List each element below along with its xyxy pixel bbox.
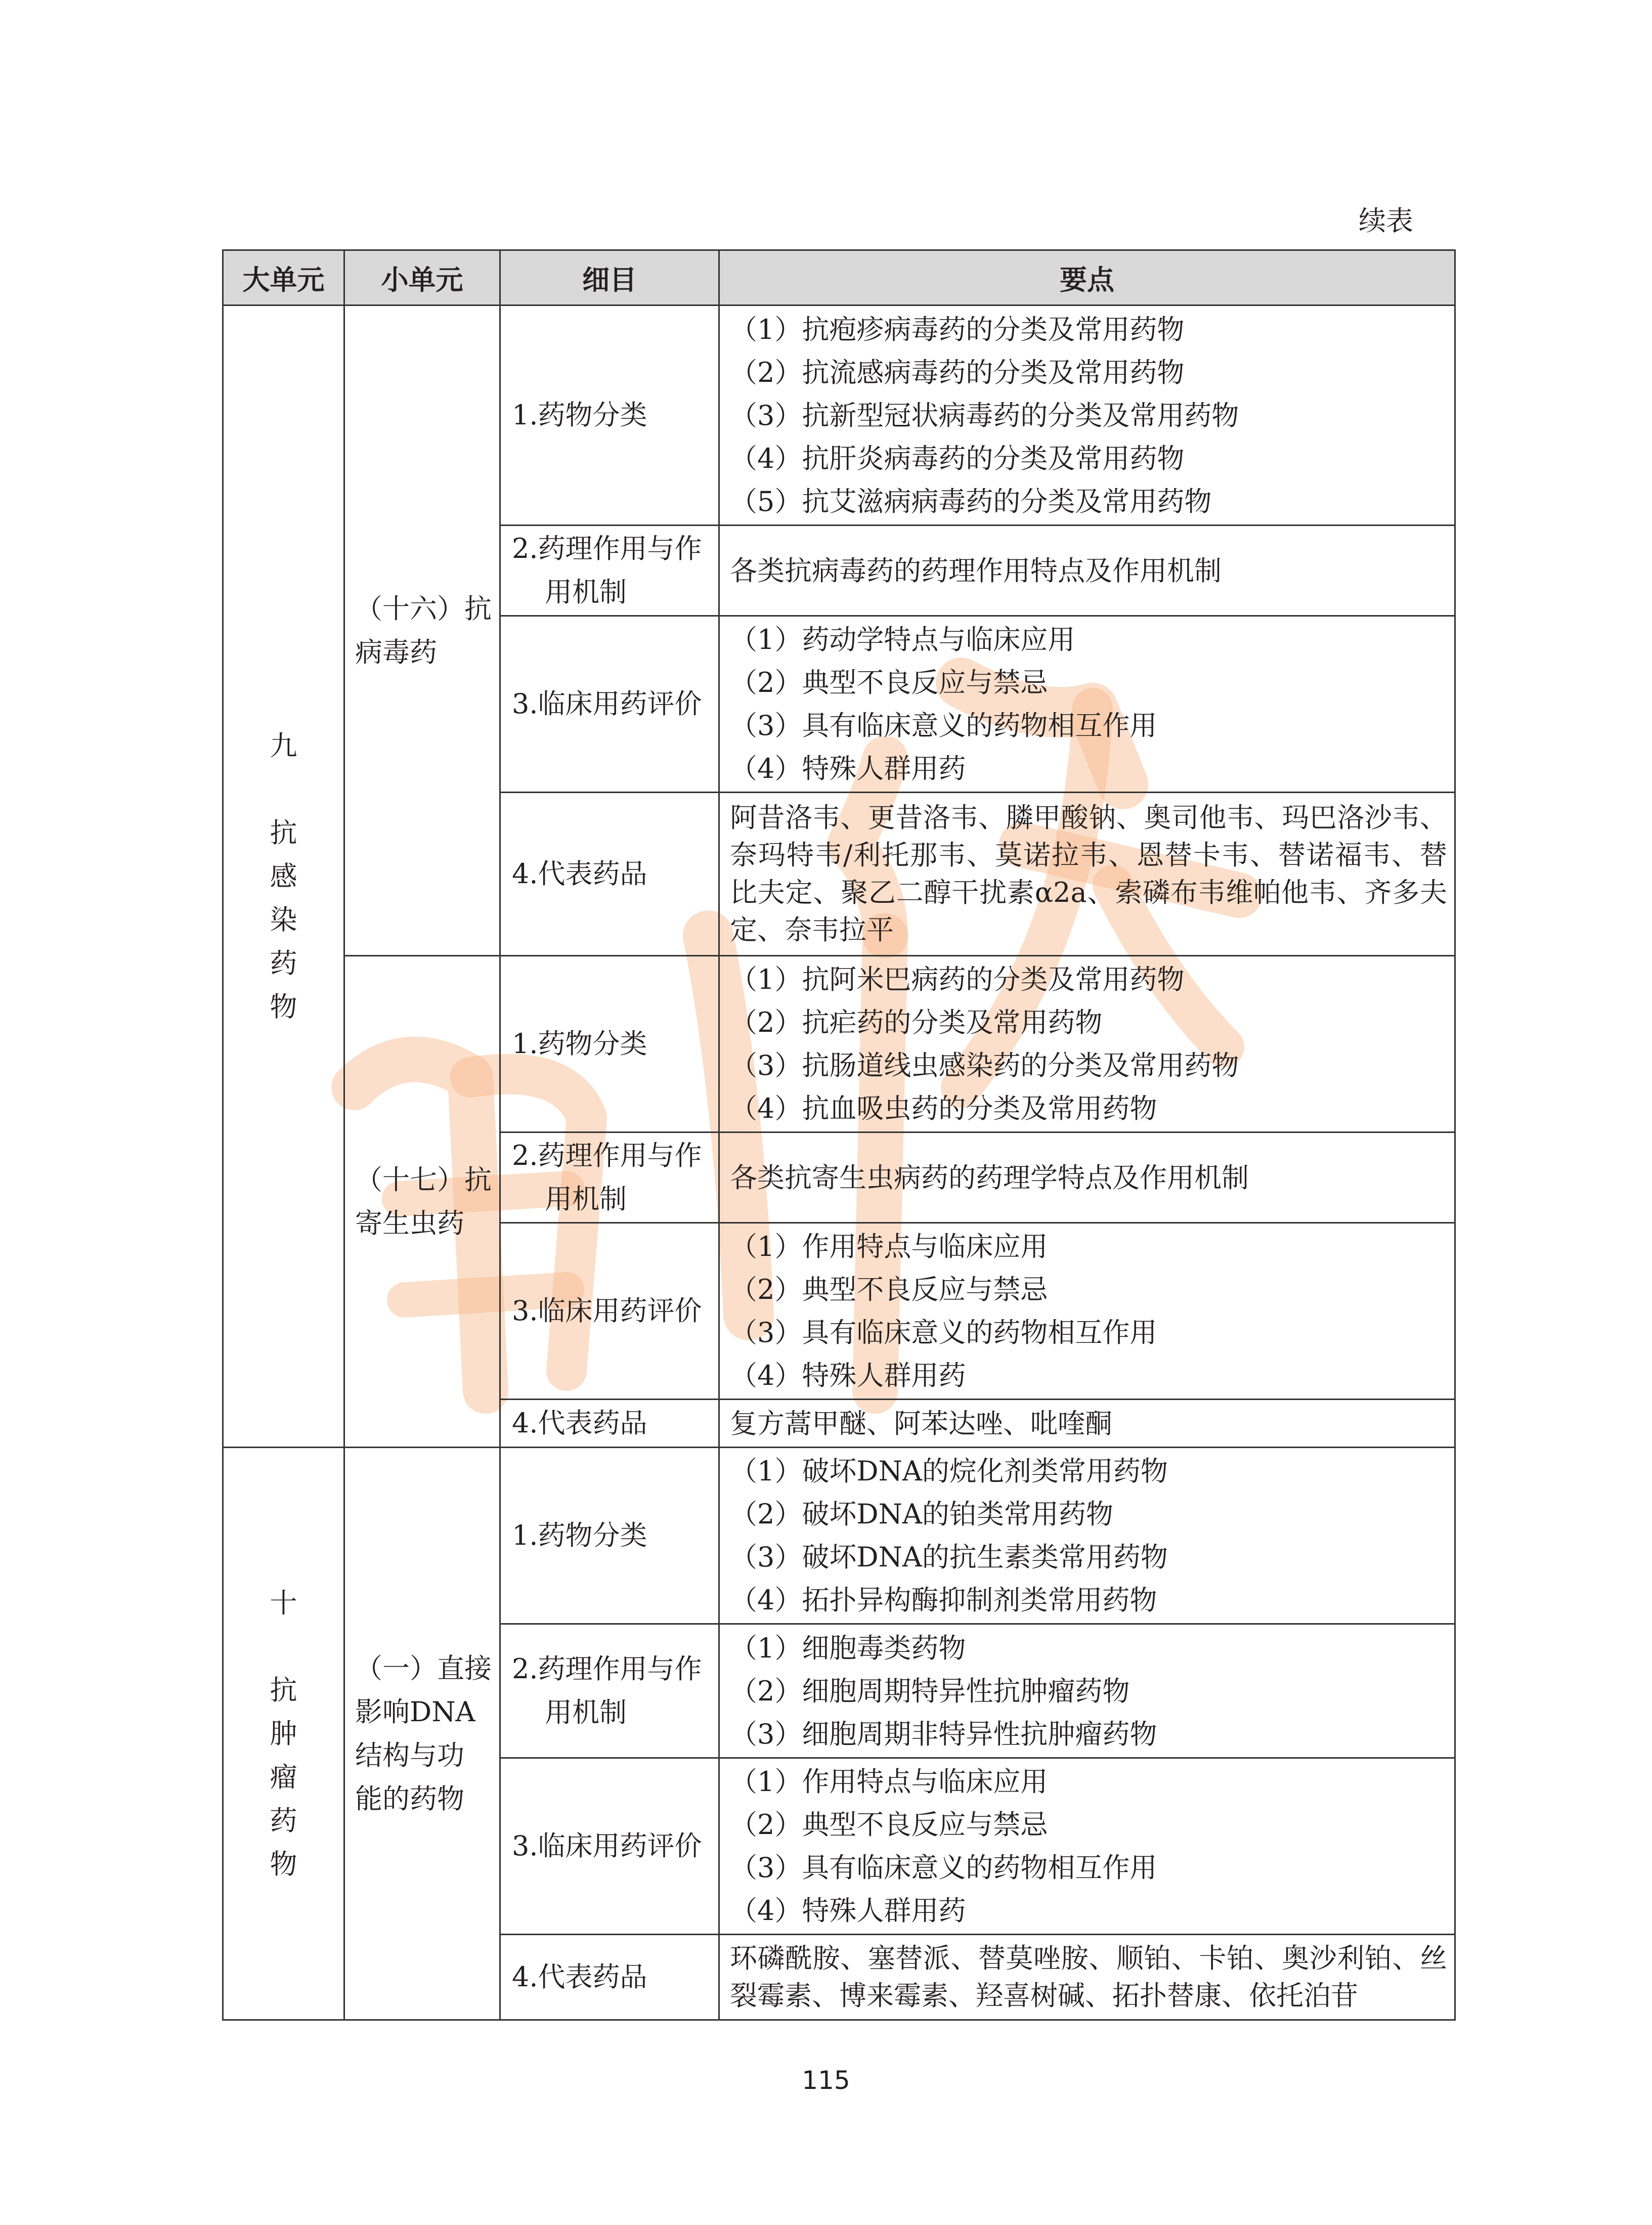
major-unit-antitumor: 十 抗 肿 瘤 药 物	[223, 1448, 344, 2020]
minor-unit-antiparasitic: （十七）抗 寄生虫药	[344, 956, 500, 1448]
points-cell: （1）作用特点与临床应用 （2）典型不良反应与禁忌 （3）具有临床意义的药物相互作用 （4）特殊人群用药	[719, 1758, 1455, 1935]
syllabus-table	[222, 249, 1456, 2021]
points-cell: 各类抗寄生虫病药的药理学特点及作用机制	[719, 1132, 1455, 1223]
points-cell: 阿昔洛韦、更昔洛韦、膦甲酸钠、奥司他韦、玛巴洛沙韦、奈玛特韦/利托那韦、莫诺拉韦、恩替卡韦、替诺福韦、替比夫定、聚乙二醇干扰素α2a、索磷布韦维帕他韦、齐多夫定、奈韦拉平	[719, 793, 1455, 956]
header-minor-unit: 小单元	[344, 250, 500, 306]
points-cell: 各类抗病毒药的药理作用特点及作用机制	[719, 526, 1455, 616]
points-cell: 环磷酰胺、塞替派、替莫唑胺、顺铂、卡铂、奥沙利铂、丝裂霉素、博来霉素、羟喜树碱、拓扑替康、依托泊苷	[719, 1935, 1455, 2020]
minor-unit-dna-drugs: （一）直接 影响DNA 结构与功 能的药物	[344, 1448, 500, 2020]
item-cell: 3.临床用药评价	[500, 616, 719, 793]
points-cell: （1）药动学特点与临床应用 （2）典型不良反应与禁忌 （3）具有临床意义的药物相互作用 （4）特殊人群用药	[719, 616, 1455, 793]
header-key-points: 要点	[719, 250, 1455, 306]
item-cell: 2.药理作用与作 用机制	[500, 1624, 719, 1758]
points-cell: 复方蒿甲醚、阿苯达唑、吡喹酮	[719, 1400, 1455, 1448]
header-major-unit: 大单元	[223, 250, 344, 306]
item-cell: 4.代表药品	[500, 1935, 719, 2020]
item-cell: 2.药理作用与作 用机制	[500, 1132, 719, 1223]
points-cell: （1）作用特点与临床应用 （2）典型不良反应与禁忌 （3）具有临床意义的药物相互作用 （4）特殊人群用药	[719, 1223, 1455, 1400]
item-cell: 4.代表药品	[500, 793, 719, 956]
item-cell: 3.临床用药评价	[500, 1223, 719, 1400]
item-cell: 1.药物分类	[500, 1448, 719, 1624]
table-row	[223, 1448, 1455, 1624]
major-unit-anti-infective: 九 抗 感 染 药 物	[223, 306, 344, 1448]
table-row	[223, 956, 1455, 1132]
points-cell: （1）抗阿米巴病药的分类及常用药物 （2）抗疟药的分类及常用药物 （3）抗肠道线虫感染药的分类及常用药物 （4）抗血吸虫药的分类及常用药物	[719, 956, 1455, 1132]
item-cell: 2.药理作用与作 用机制	[500, 526, 719, 616]
header-item: 细目	[500, 250, 719, 306]
points-cell: （1）破坏DNA的烷化剂类常用药物 （2）破坏DNA的铂类常用药物 （3）破坏DNA的抗生素类常用药物 （4）拓扑异构酶抑制剂类常用药物	[719, 1448, 1455, 1624]
page-number: 115	[802, 2066, 850, 2095]
table-row	[223, 306, 1455, 526]
points-cell: （1）抗疱疹病毒药的分类及常用药物 （2）抗流感病毒药的分类及常用药物 （3）抗新型冠状病毒药的分类及常用药物 （4）抗肝炎病毒药的分类及常用药物 （5）抗艾滋病病毒药的分类及常用药物	[719, 306, 1455, 526]
points-cell: （1）细胞毒类药物 （2）细胞周期特异性抗肿瘤药物 （3）细胞周期非特异性抗肿瘤药物	[719, 1624, 1455, 1758]
item-cell: 1.药物分类	[500, 956, 719, 1132]
item-cell: 1.药物分类	[500, 306, 719, 526]
item-cell: 3.临床用药评价	[500, 1758, 719, 1935]
minor-unit-antiviral: （十六）抗 病毒药	[344, 306, 500, 956]
header-row	[223, 250, 1455, 306]
continued-label: 续表	[1359, 205, 1413, 237]
item-cell: 4.代表药品	[500, 1400, 719, 1448]
